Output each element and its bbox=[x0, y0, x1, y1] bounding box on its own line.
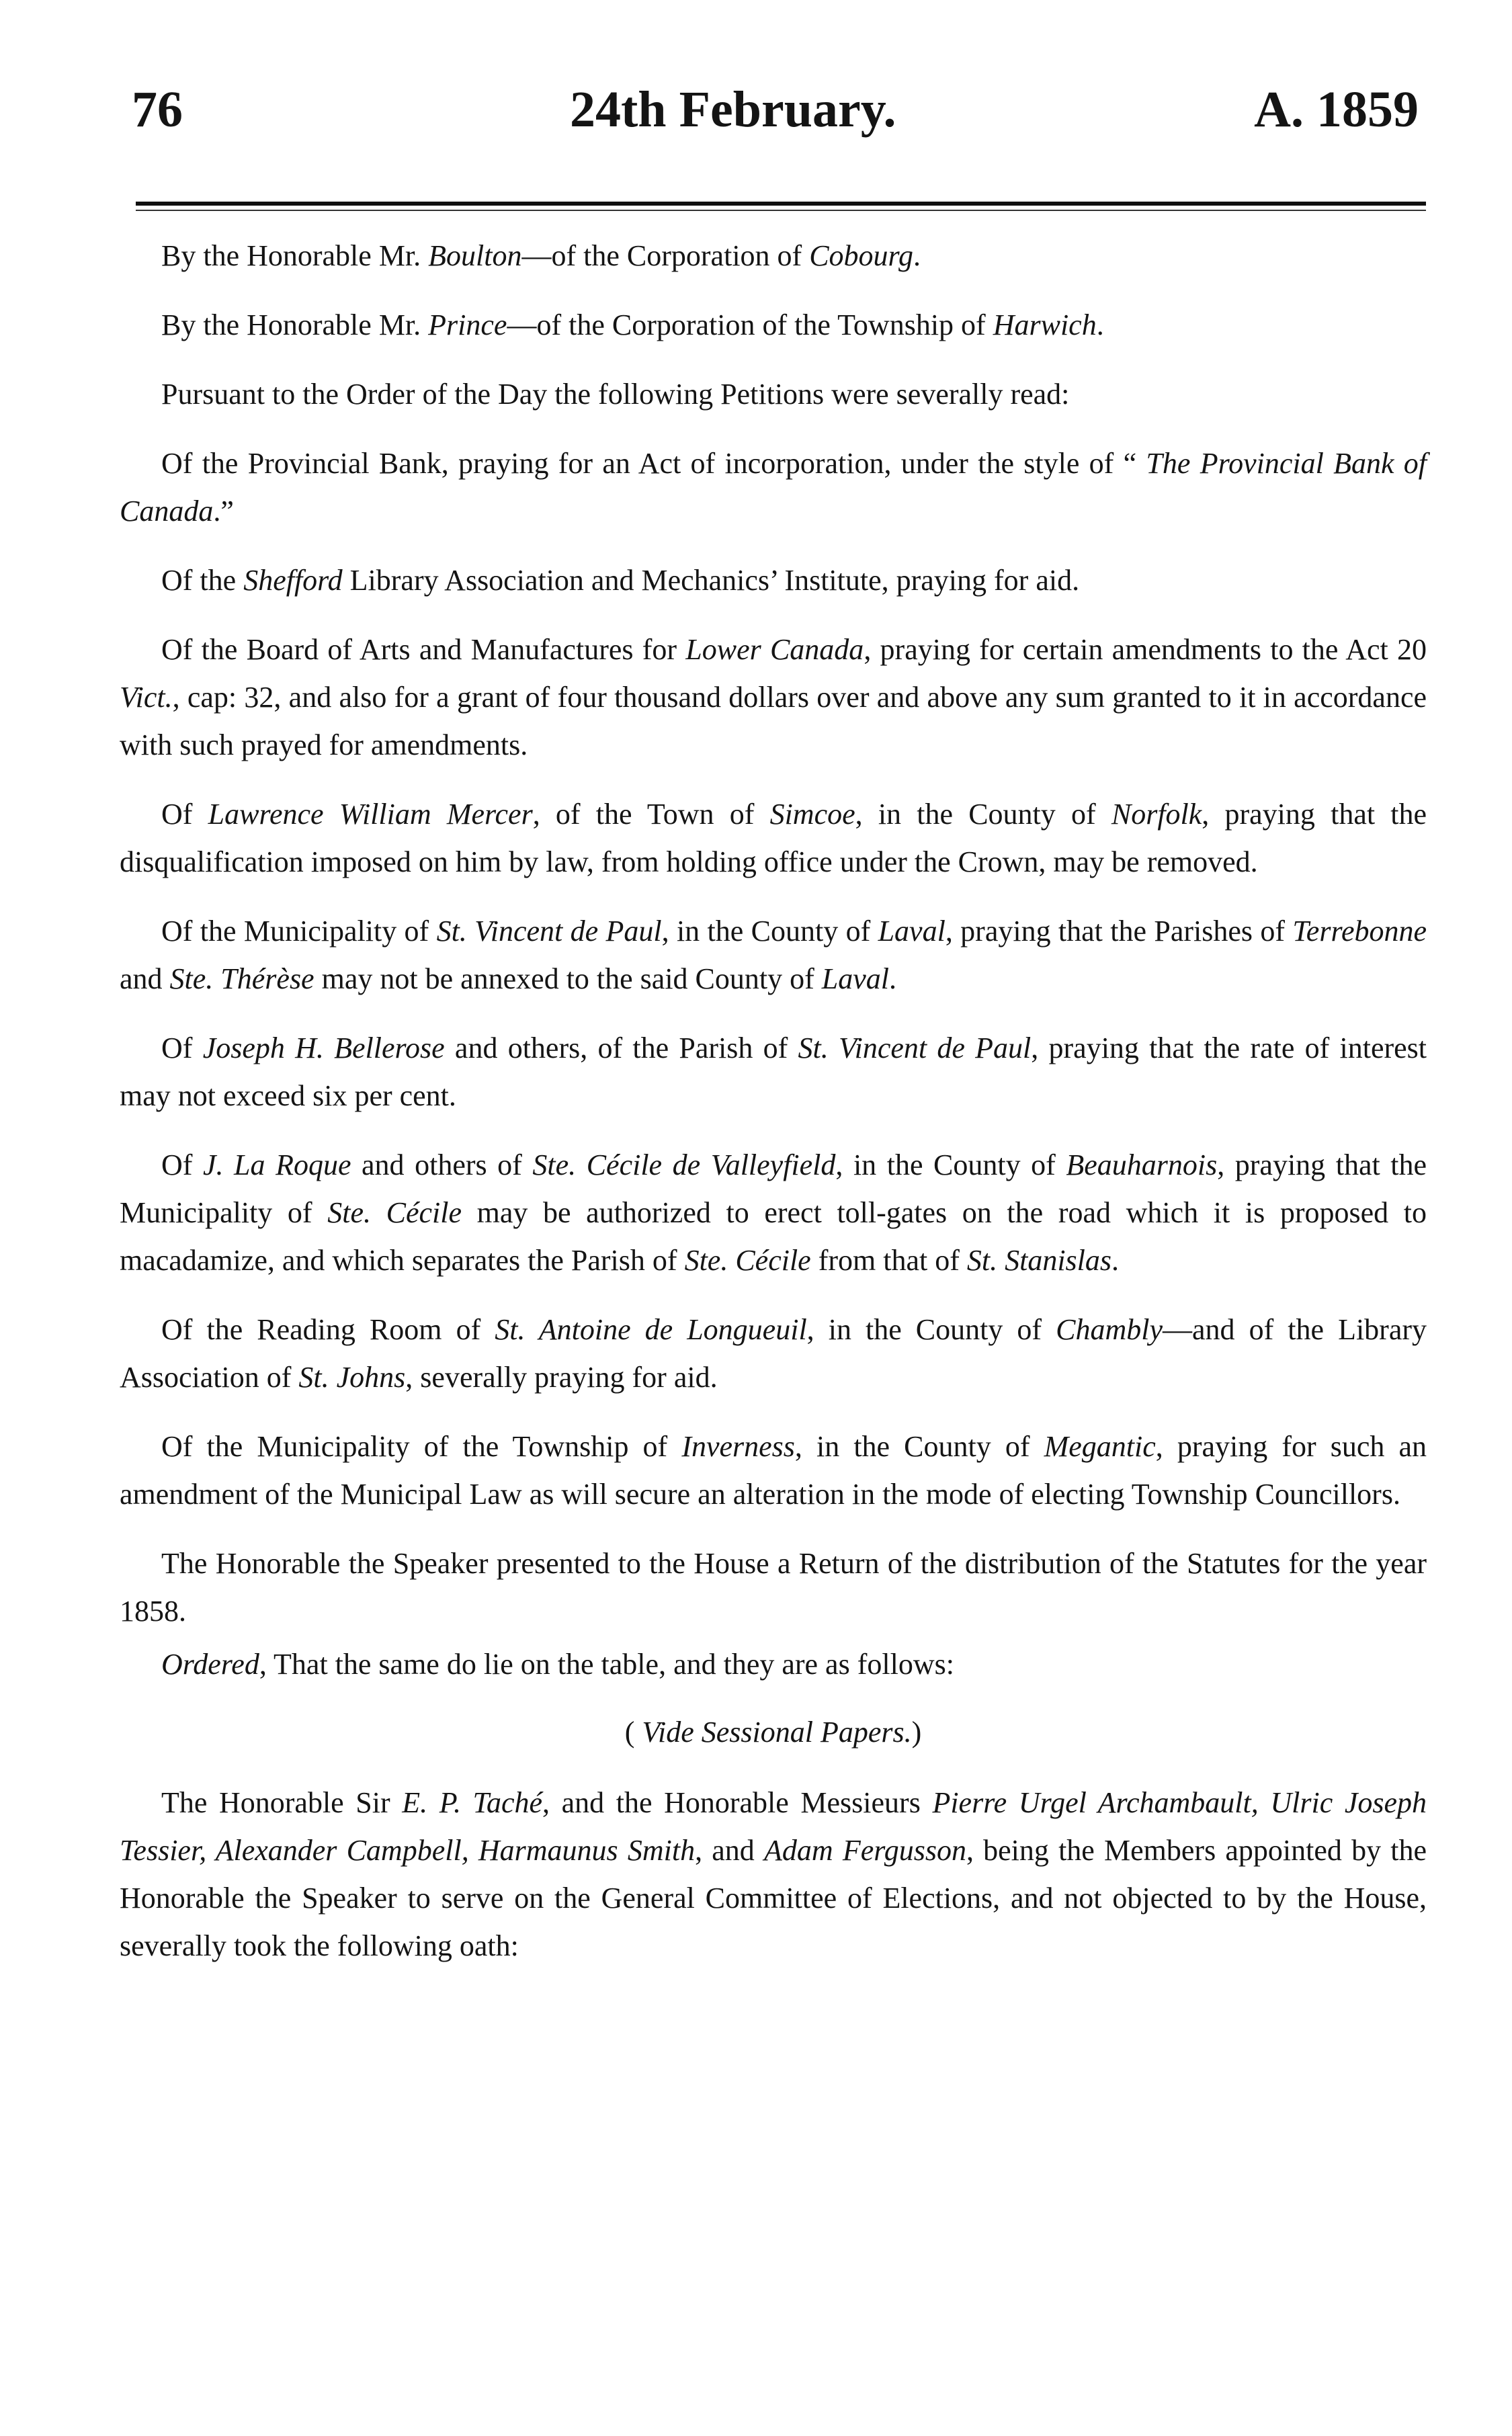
text-run: , in the County of bbox=[855, 798, 1111, 831]
italic-text-run: St. Vincent de Paul bbox=[798, 1032, 1032, 1064]
text-run: Of bbox=[161, 798, 208, 831]
italic-text-run: Norfolk bbox=[1111, 798, 1202, 831]
italic-text-run: Lower Canada bbox=[685, 633, 864, 666]
italic-text-run: Inverness bbox=[681, 1430, 795, 1463]
text-run: and others, of the Parish of bbox=[444, 1032, 798, 1064]
paragraph-provincial-bank bbox=[120, 439, 1427, 535]
italic-text-run: Simcoe bbox=[769, 798, 855, 831]
italic-text-run: Boulton bbox=[428, 239, 522, 272]
italic-text-run: Shefford bbox=[243, 564, 343, 597]
text-run: —and of the Library Association of bbox=[120, 1313, 1427, 1394]
text-run: , praying that the disqualification imposed on him by law, from holding office under the Crown, may be removed. bbox=[120, 798, 1427, 878]
text-run: . bbox=[1111, 1244, 1120, 1277]
italic-text-run: Ste. Cécile bbox=[684, 1244, 811, 1277]
text-run: By the Honorable Mr. bbox=[161, 308, 429, 341]
text-run: from that of bbox=[810, 1244, 967, 1277]
text-run: may be authorized to erect toll-gates on the road which it is proposed to macadamize, and which separates the Parish of bbox=[120, 1196, 1427, 1277]
italic-text-run: The Provincial Bank of Canada bbox=[120, 447, 1427, 528]
paragraph-inverness bbox=[120, 1423, 1427, 1518]
italic-text-run: Ste. Cécile de Valleyfield bbox=[532, 1148, 836, 1181]
italic-text-run: Laval bbox=[821, 962, 890, 995]
text-run: —of the Corporation of bbox=[521, 239, 810, 272]
paragraph-speaker-return bbox=[120, 1540, 1427, 1635]
italic-text-run: Chambly bbox=[1056, 1313, 1163, 1346]
italic-text-run: J. La Roque bbox=[202, 1148, 351, 1181]
text-run: The Honorable Sir bbox=[161, 1786, 403, 1819]
text-run: , praying for such an amendment of the Municipal Law as will secure an alteration in the mode of electing Township Councillors. bbox=[120, 1430, 1427, 1511]
italic-text-run: Adam Fergusson bbox=[763, 1834, 966, 1867]
text-run: Of the Municipality of bbox=[161, 915, 437, 948]
italic-text-run: Vict. bbox=[120, 681, 173, 714]
text-run: Of the Reading Room of bbox=[161, 1313, 495, 1346]
text-run: , cap: 32, and also for a grant of four thousand dollars over and above any sum granted to it in accordance with such prayed for amendments. bbox=[120, 681, 1427, 761]
text-run: , severally praying for aid. bbox=[405, 1361, 718, 1394]
text-run: . bbox=[889, 962, 897, 995]
document-body bbox=[120, 232, 1427, 1991]
italic-text-run: St. Johns bbox=[298, 1361, 406, 1394]
text-run: ( bbox=[624, 1716, 642, 1749]
text-run: , That the same do lie on the table, and they are as follows: bbox=[259, 1648, 954, 1681]
text-run: —of the Corporation of the Township of bbox=[507, 308, 993, 341]
italic-text-run: Joseph H. Bellerose bbox=[202, 1032, 445, 1064]
italic-text-run: St. Vincent de Paul bbox=[436, 915, 662, 948]
text-run: Library Association and Mechanics’ Institute, praying for aid. bbox=[342, 564, 1080, 597]
italic-text-run: E. P. Taché bbox=[402, 1786, 543, 1819]
italic-text-run: Lawrence William Mercer bbox=[208, 798, 533, 831]
text-run: , in the County of bbox=[806, 1313, 1056, 1346]
text-run: Of the bbox=[161, 564, 244, 597]
text-run: and bbox=[120, 962, 170, 995]
italic-text-run: Ordered bbox=[161, 1648, 259, 1681]
page-number: 76 bbox=[132, 81, 183, 138]
text-run: , in the County of bbox=[661, 915, 878, 948]
italic-text-run: Pierre Urgel Archambault, Ulric Joseph Tessier, Alexander Campbell, Harmaunus Smith bbox=[120, 1786, 1427, 1867]
text-run: , being the Members appointed by the Honorable the Speaker to serve on the General Committee of Elections, and not objected to by the House, severally took the following oath: bbox=[120, 1834, 1427, 1962]
italic-text-run: St. Antoine de Longueuil bbox=[495, 1313, 807, 1346]
italic-text-run: Prince bbox=[428, 308, 507, 341]
paragraph-mercer bbox=[120, 790, 1427, 886]
text-run: . bbox=[913, 239, 921, 272]
header-rule bbox=[136, 202, 1426, 206]
italic-text-run: Ste. Cécile bbox=[327, 1196, 462, 1229]
text-run: .” bbox=[213, 495, 234, 528]
text-run: Of the Board of Arts and Manufactures for bbox=[161, 633, 686, 666]
italic-text-run: Megantic bbox=[1044, 1430, 1156, 1463]
text-run: , and bbox=[695, 1834, 764, 1867]
paragraph-board-of-arts bbox=[120, 626, 1427, 769]
page-header bbox=[120, 81, 1427, 161]
paragraph-la-roque bbox=[120, 1141, 1427, 1284]
paragraph-prince bbox=[120, 301, 1427, 349]
text-run: , in the County of bbox=[835, 1148, 1066, 1181]
text-run: may not be annexed to the said County of bbox=[314, 962, 822, 995]
header-rule-thin bbox=[136, 210, 1426, 211]
paragraph-committee-oath bbox=[120, 1779, 1427, 1970]
text-run: . bbox=[1096, 308, 1104, 341]
text-run: Of the Provincial Bank, praying for an Act of incorporation, under the style of “ bbox=[161, 447, 1146, 480]
paragraph-st-vincent-municipality bbox=[120, 907, 1427, 1003]
text-run: Pursuant to the Order of the Day the following Petitions were severally read: bbox=[161, 378, 1070, 411]
paragraph-reading-room bbox=[120, 1306, 1427, 1401]
italic-text-run: Vide Sessional Papers. bbox=[642, 1716, 912, 1749]
italic-text-run: Ste. Thérèse bbox=[169, 962, 314, 995]
paragraph-petitions-read bbox=[120, 370, 1427, 418]
text-run: Of bbox=[161, 1148, 203, 1181]
italic-text-run: St. Stanislas bbox=[966, 1244, 1112, 1277]
text-run: , and the Honorable Messieurs bbox=[542, 1786, 933, 1819]
paragraph-vide-sessional bbox=[120, 1708, 1427, 1756]
header-year: A. 1859 bbox=[1254, 81, 1419, 138]
paragraph-boulton bbox=[120, 232, 1427, 280]
text-run: and others of bbox=[351, 1148, 533, 1181]
text-run: ) bbox=[911, 1716, 922, 1749]
text-run: The Honorable the Speaker presented to the House a Return of the distribution of the Statutes for the year 1858. bbox=[120, 1547, 1427, 1628]
italic-text-run: Cobourg bbox=[809, 239, 914, 272]
text-run: , of the Town of bbox=[532, 798, 770, 831]
text-run: , praying that the Parishes of bbox=[945, 915, 1293, 948]
italic-text-run: Beauharnois bbox=[1066, 1148, 1218, 1181]
text-run: , praying that the rate of interest may not exceed six per cent. bbox=[120, 1032, 1427, 1112]
italic-text-run: Terrebonne bbox=[1292, 915, 1427, 948]
text-run: Of the Municipality of the Township of bbox=[161, 1430, 682, 1463]
text-run: , in the County of bbox=[794, 1430, 1044, 1463]
text-run: , praying that the Municipality of bbox=[120, 1148, 1427, 1229]
italic-text-run: Laval bbox=[878, 915, 946, 948]
paragraph-shefford bbox=[120, 556, 1427, 604]
paragraph-ordered bbox=[120, 1640, 1427, 1688]
paragraph-bellerose bbox=[120, 1024, 1427, 1120]
text-run: Of bbox=[161, 1032, 203, 1064]
header-date: 24th February. bbox=[570, 81, 896, 138]
text-run: , praying for certain amendments to the Act 20 bbox=[864, 633, 1427, 666]
text-run: By the Honorable Mr. bbox=[161, 239, 429, 272]
italic-text-run: Harwich bbox=[993, 308, 1097, 341]
